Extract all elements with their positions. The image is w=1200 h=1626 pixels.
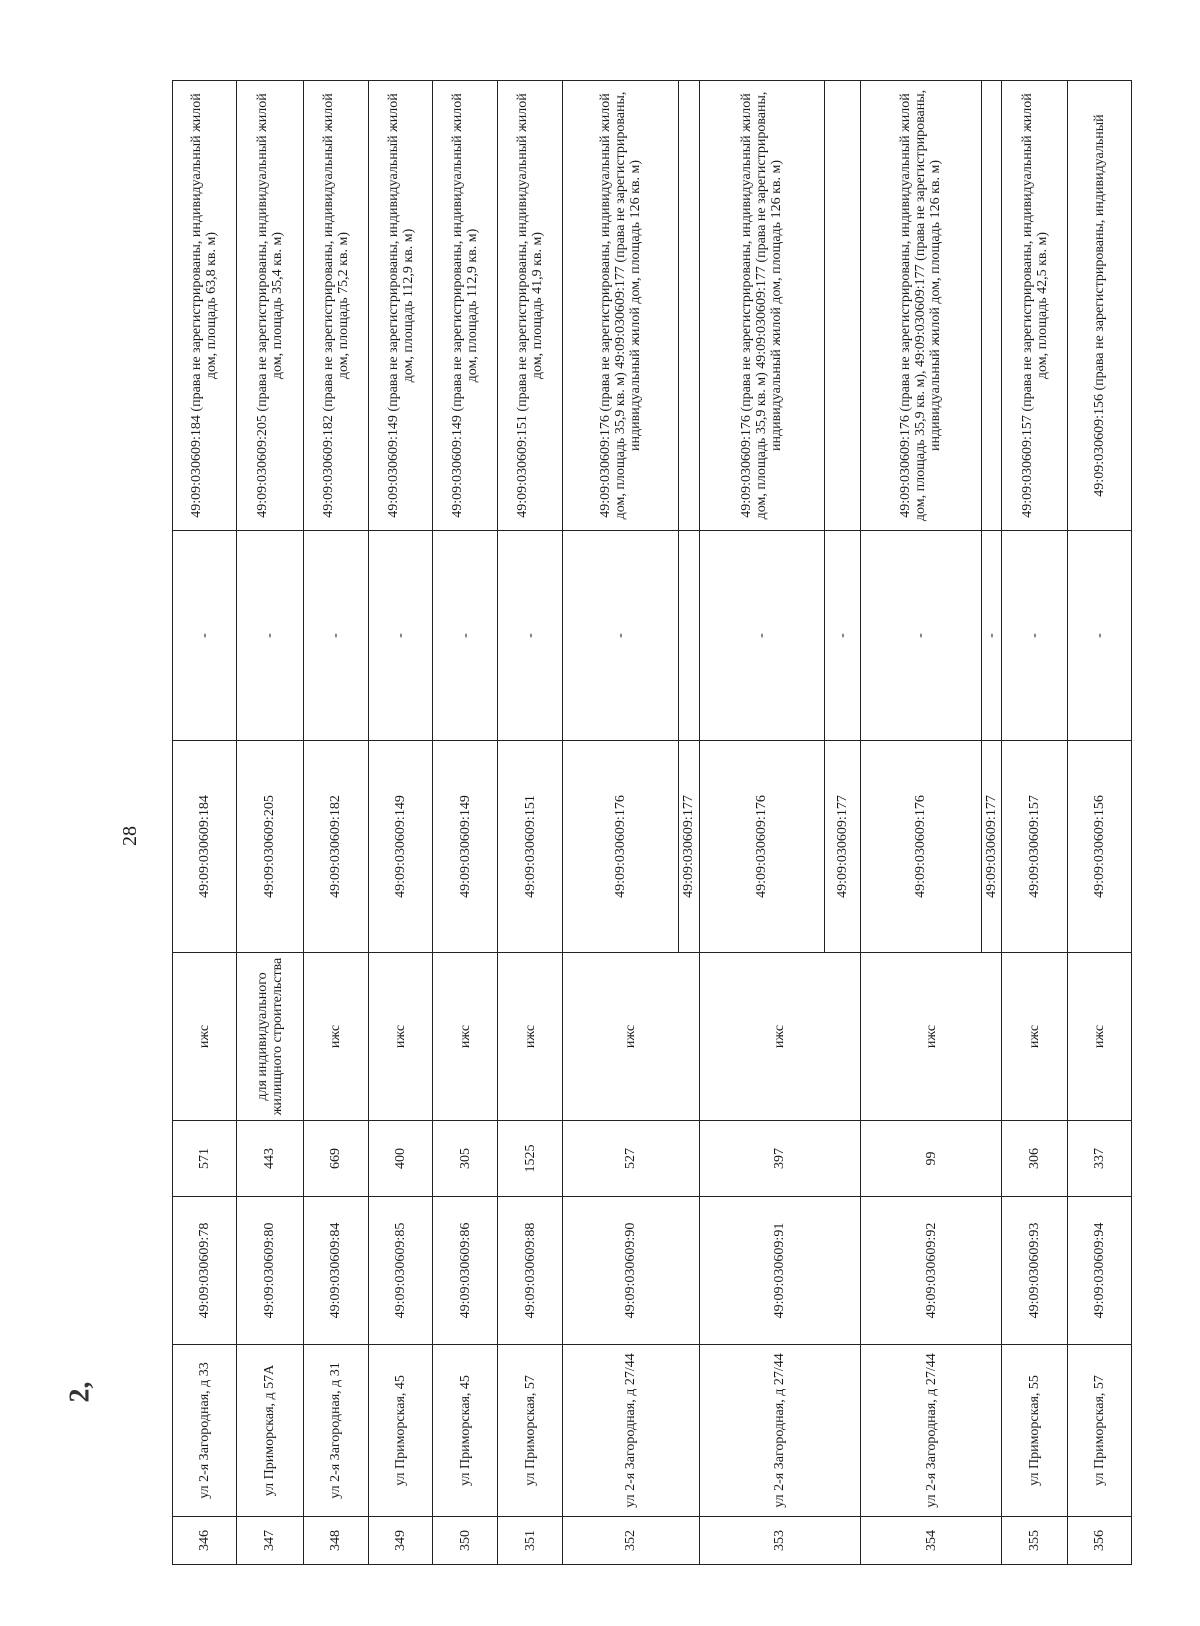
object-info-cell: 49:09:030609:176 (права не зарегистрированы, индивидуальный жилой дом, площадь 35,9 кв. м), 49:09:030609:177 (права не зарегистрированы, индивидуальный жилой дом, площадь 126 кв. м) xyxy=(861,81,982,531)
parcel-number-cell: 49:09:030609:90 xyxy=(563,1197,700,1345)
parcel-number-cell: 49:09:030609:92 xyxy=(861,1197,1002,1345)
row-number-cell: 347 xyxy=(236,1517,303,1565)
area-cell: 527 xyxy=(563,1121,700,1197)
rights-cell: - xyxy=(368,531,433,741)
object-number-cell: 49:09:030609:149 xyxy=(433,741,498,953)
permitted-use-cell: ижс xyxy=(303,953,368,1121)
parcel-number-cell: 49:09:030609:93 xyxy=(1002,1197,1068,1345)
permitted-use-cell: ижс xyxy=(861,953,1002,1121)
table-row xyxy=(173,81,237,1565)
object-info-cell: 49:09:030609:157 (права не зарегистрированы, индивидуальный жилой дом, площадь 42,5 кв. м) xyxy=(1002,81,1068,531)
table-row xyxy=(303,81,368,1565)
parcel-number-cell: 49:09:030609:91 xyxy=(699,1197,861,1345)
rights-cell: - xyxy=(1068,531,1132,741)
row-number-cell: 348 xyxy=(303,1517,368,1565)
permitted-use-cell: ижс xyxy=(433,953,498,1121)
object-number-cell: 49:09:030609:176 xyxy=(861,741,982,953)
object-info-cell: 49:09:030609:184 (права не зарегистрированы, индивидуальный жилой дом, площадь 63,8 кв. м) xyxy=(173,81,237,531)
area-cell: 400 xyxy=(368,1121,433,1197)
table-row xyxy=(498,81,563,1565)
rights-cell: - xyxy=(173,531,237,741)
address-cell: ул Приморская, 57 xyxy=(1068,1345,1132,1517)
row-number-cell: 346 xyxy=(173,1517,237,1565)
object-number-cell: 49:09:030609:176 xyxy=(699,741,824,953)
area-cell: 305 xyxy=(433,1121,498,1197)
table-row xyxy=(1068,81,1132,1565)
table-row xyxy=(861,81,982,1565)
object-number-cell: 49:09:030609:151 xyxy=(498,741,563,953)
object-info-cell: 49:09:030609:176 (права не зарегистрированы, индивидуальный жилой дом, площадь 35,9 кв. м) 49:09:030609:177 (права не зарегистрированы, индивидуальный жилой дом, площадь 126 кв. м) xyxy=(563,81,679,531)
object-info-cell: 49:09:030609:176 (права не зарегистрированы, индивидуальный жилой дом, площадь 35,9 кв. м) 49:09:030609:177 (права не зарегистрированы, индивидуальный жилой дом, площадь 126 кв. м) xyxy=(699,81,824,531)
area-cell: 99 xyxy=(861,1121,1002,1197)
address-cell: ул Приморская, д 57А xyxy=(236,1345,303,1517)
rights-cell: - xyxy=(861,531,982,741)
address-cell: ул 2-я Загородная, д 27/44 xyxy=(563,1345,700,1517)
table-row xyxy=(1002,81,1068,1565)
table-row xyxy=(699,81,824,1565)
address-cell: ул 2-я Загородная, д 31 xyxy=(303,1345,368,1517)
area-cell: 669 xyxy=(303,1121,368,1197)
rights-cell: - xyxy=(433,531,498,741)
parcel-number-cell: 49:09:030609:85 xyxy=(368,1197,433,1345)
area-cell: 443 xyxy=(236,1121,303,1197)
permitted-use-cell: для индивидуального жилищного строительства xyxy=(236,953,303,1121)
table-row xyxy=(563,81,679,1565)
table-row xyxy=(368,81,433,1565)
object-info-cell xyxy=(824,81,860,531)
permitted-use-cell: ижс xyxy=(1068,953,1132,1121)
permitted-use-cell: ижс xyxy=(699,953,861,1121)
rights-cell: - xyxy=(824,531,860,741)
address-cell: ул 2-я Загородная, д 33 xyxy=(173,1345,237,1517)
area-cell: 397 xyxy=(699,1121,861,1197)
area-cell: 306 xyxy=(1002,1121,1068,1197)
rights-cell: - xyxy=(1002,531,1068,741)
object-number-cell: 49:09:030609:176 xyxy=(563,741,679,953)
address-cell: ул Приморская, 45 xyxy=(433,1345,498,1517)
object-number-cell: 49:09:030609:205 xyxy=(236,741,303,953)
parcel-number-cell: 49:09:030609:94 xyxy=(1068,1197,1132,1345)
parcel-number-cell: 49:09:030609:78 xyxy=(173,1197,237,1345)
object-info-cell: 49:09:030609:149 (права не зарегистрированы, индивидуальный жилой дом, площадь 112,9 кв. м) xyxy=(368,81,433,531)
object-info-cell: 49:09:030609:182 (права не зарегистрированы, индивидуальный жилой дом, площадь 75,2 кв. м) xyxy=(303,81,368,531)
rights-cell: - xyxy=(303,531,368,741)
row-number-cell: 355 xyxy=(1002,1517,1068,1565)
object-number-cell: 49:09:030609:177 xyxy=(981,741,1001,953)
rights-cell: - xyxy=(699,531,824,741)
permitted-use-cell: ижс xyxy=(173,953,237,1121)
object-info-cell: 49:09:030609:151 (права не зарегистрированы, индивидуальный жилой дом, площадь 41,9 кв. м) xyxy=(498,81,563,531)
object-number-cell: 49:09:030609:177 xyxy=(824,741,860,953)
object-number-cell: 49:09:030609:157 xyxy=(1002,741,1068,953)
address-cell: ул Приморская, 45 xyxy=(368,1345,433,1517)
row-number-cell: 353 xyxy=(699,1517,861,1565)
permitted-use-cell: ижс xyxy=(1002,953,1068,1121)
rights-cell: - xyxy=(236,531,303,741)
address-cell: ул Приморская, 57 xyxy=(498,1345,563,1517)
object-info-cell: 49:09:030609:205 (права не зарегистрированы, индивидуальный жилой дом, площадь 35,4 кв. м) xyxy=(236,81,303,531)
parcel-number-cell: 49:09:030609:80 xyxy=(236,1197,303,1345)
object-info-cell: 49:09:030609:149 (права не зарегистрированы, индивидуальный жилой дом, площадь 112,9 кв. м) xyxy=(433,81,498,531)
parcel-number-cell: 49:09:030609:84 xyxy=(303,1197,368,1345)
parcel-number-cell: 49:09:030609:88 xyxy=(498,1197,563,1345)
row-number-cell: 352 xyxy=(563,1517,700,1565)
table-row xyxy=(433,81,498,1565)
area-cell: 337 xyxy=(1068,1121,1132,1197)
handwritten-mark: 2, xyxy=(64,1381,96,1403)
row-number-cell: 349 xyxy=(368,1517,433,1565)
table-body xyxy=(173,81,1132,1565)
row-number-cell: 351 xyxy=(498,1517,563,1565)
rights-cell: - xyxy=(563,531,679,741)
permitted-use-cell: ижс xyxy=(368,953,433,1121)
area-cell: 571 xyxy=(173,1121,237,1197)
object-info-cell xyxy=(679,81,699,531)
address-cell: ул 2-я Загородная, д 27/44 xyxy=(861,1345,1002,1517)
rights-cell: - xyxy=(498,531,563,741)
address-cell: ул Приморская, 55 xyxy=(1002,1345,1068,1517)
row-number-cell: 356 xyxy=(1068,1517,1132,1565)
object-number-cell: 49:09:030609:182 xyxy=(303,741,368,953)
rights-cell xyxy=(679,531,699,741)
land-parcels-table xyxy=(172,80,1132,1565)
object-number-cell: 49:09:030609:184 xyxy=(173,741,237,953)
page-number: 28 xyxy=(119,826,141,846)
rotated-table-container xyxy=(172,81,1132,1565)
object-info-cell xyxy=(981,81,1001,531)
object-number-cell: 49:09:030609:156 xyxy=(1068,741,1132,953)
row-number-cell: 354 xyxy=(861,1517,1002,1565)
area-cell: 1525 xyxy=(498,1121,563,1197)
row-number-cell: 350 xyxy=(433,1517,498,1565)
permitted-use-cell: ижс xyxy=(563,953,700,1121)
address-cell: ул 2-я Загородная, д 27/44 xyxy=(699,1345,861,1517)
table-row xyxy=(236,81,303,1565)
object-number-cell: 49:09:030609:177 xyxy=(679,741,699,953)
rights-cell: - xyxy=(981,531,1001,741)
parcel-number-cell: 49:09:030609:86 xyxy=(433,1197,498,1345)
permitted-use-cell: ижс xyxy=(498,953,563,1121)
object-number-cell: 49:09:030609:149 xyxy=(368,741,433,953)
object-info-cell: 49:09:030609:156 (права не зарегистрированы, индивидуальный xyxy=(1068,81,1132,531)
